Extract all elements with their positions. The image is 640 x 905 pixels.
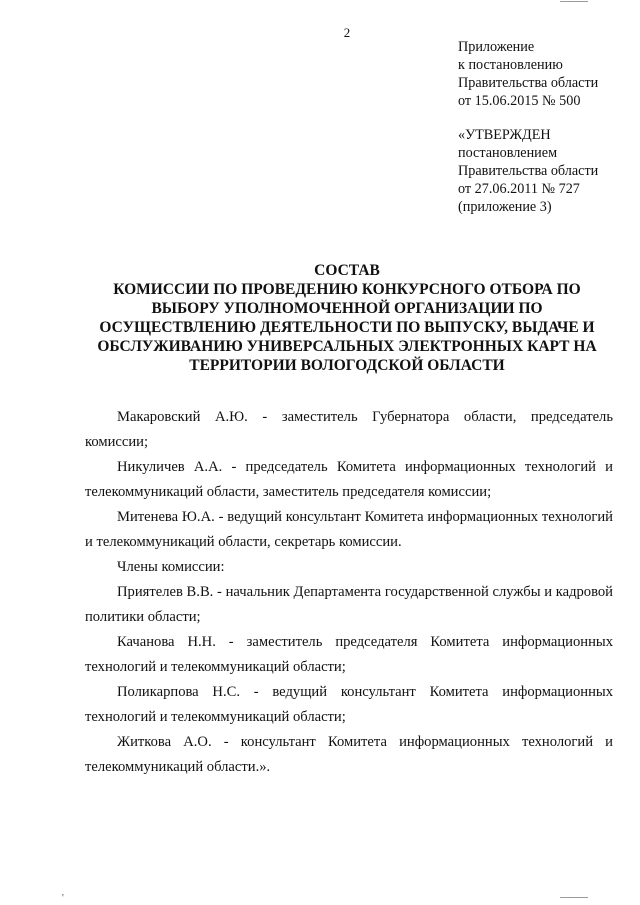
title-main: СОСТАВ bbox=[314, 262, 380, 279]
scan-mark-bottom-right: ——— bbox=[560, 892, 587, 903]
approved-line: постановлением bbox=[458, 145, 558, 161]
title-subtitle-line: ВЫБОРУ УПОЛНОМОЧЕННОЙ ОРГАНИЗАЦИИ ПО bbox=[151, 300, 543, 317]
appendix-line: Правительства области bbox=[458, 75, 599, 91]
member-paragraph: Поликарпова Н.С. - ведущий консультант Комитета информационных технологий и телекоммуникаций области; bbox=[85, 684, 613, 725]
title-subtitle-line: ТЕРРИТОРИИ ВОЛОГОДСКОЙ ОБЛАСТИ bbox=[189, 357, 505, 374]
member-paragraph: Приятелев В.В. - начальник Департамента государственной службы и кадровой политики области; bbox=[85, 584, 613, 625]
approved-line: Правительства области bbox=[458, 163, 599, 179]
approved-line: (приложение 3) bbox=[458, 199, 552, 215]
appendix-line: от 15.06.2015 № 500 bbox=[458, 93, 581, 109]
appendix-header bbox=[458, 38, 633, 216]
member-paragraph: Качанова Н.Н. - заместитель председателя Комитета информационных технологий и телекоммуникаций области; bbox=[85, 634, 613, 675]
member-paragraph: Житкова А.О. - консультант Комитета информационных технологий и телекоммуникаций области.». bbox=[85, 734, 613, 775]
page-number: 2 bbox=[343, 25, 351, 40]
title-subtitle-line: ОСУЩЕСТВЛЕНИЮ ДЕЯТЕЛЬНОСТИ ПО ВЫПУСКУ, ВЫДАЧЕ И bbox=[99, 319, 595, 336]
appendix-gap bbox=[458, 110, 633, 126]
title-subtitle-line: ОБСЛУЖИВАНИЮ УНИВЕРСАЛЬНЫХ ЭЛЕКТРОННЫХ КАРТ НА bbox=[97, 338, 597, 355]
title-subtitle-line: КОМИССИИ ПО ПРОВЕДЕНИЮ КОНКУРСНОГО ОТБОРА ПО bbox=[113, 281, 581, 298]
member-paragraph: Митенева Ю.А. - ведущий консультант Комитета информационных технологий и телекоммуникаций области, секретарь комиссии. bbox=[85, 509, 613, 550]
appendix-line: к постановлению bbox=[458, 57, 563, 73]
approved-line: «УТВЕРЖДЕН bbox=[458, 127, 551, 143]
member-paragraph: Никуличев А.А. - председатель Комитета информационных технологий и телекоммуникаций области, заместитель председателя комиссии; bbox=[85, 459, 613, 500]
appendix-line: Приложение bbox=[458, 39, 535, 55]
document-title bbox=[88, 261, 606, 375]
commission-members-list bbox=[85, 405, 613, 780]
member-paragraph: Макаровский А.Ю. - заместитель Губернатора области, председатель комиссии; bbox=[85, 409, 613, 450]
approved-line: от 27.06.2011 № 727 bbox=[458, 181, 580, 197]
members-heading: Члены комиссии: bbox=[117, 559, 225, 575]
scan-mark-top-right: ——— bbox=[560, 0, 587, 7]
scan-mark-bottom-left: ' bbox=[62, 893, 63, 904]
